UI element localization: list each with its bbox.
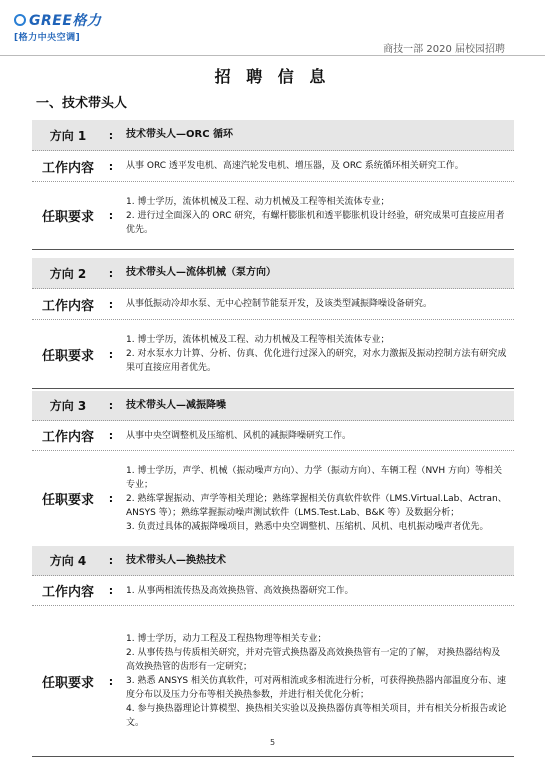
direction-1-block [32,120,514,250]
requirements-row [32,606,514,757]
requirements-row [32,320,514,389]
direction-3-block [32,391,514,547]
page-number: 5 [269,738,276,747]
work-content-label: 工作内容 [41,585,94,600]
work-content-label: 工作内容 [41,160,94,176]
work-content-label: 工作内容 [41,298,94,314]
work-content-row [32,421,514,451]
colon: : [108,297,114,311]
direction-label: 方向 3 [49,399,87,413]
direction-title: 技术带头人—减振降噪 [126,399,226,411]
requirements-label: 任职要求 [41,210,94,225]
work-content-row [32,151,514,182]
colon: : [108,399,114,412]
direction-header-row [32,391,514,421]
page-title: 招 聘 信 息 [214,67,331,86]
header-department: 商技一部 2020 届校园招聘 [383,44,505,55]
requirements-list [118,195,514,237]
direction-2-block [32,258,514,389]
work-content-label: 工作内容 [41,430,94,445]
work-content-row [32,576,514,606]
direction-4-block [32,546,514,757]
colon: : [108,128,114,142]
logo-wordmark: GREE格力 [29,12,102,29]
colon: : [108,492,114,505]
colon: : [108,674,114,688]
colon: : [108,159,114,173]
requirements-list [118,333,514,375]
colon: : [108,266,114,280]
requirement-item: 2. 熟练掌握振动、声学等相关理论；熟练掌握相关仿真软件软件（LMS.Virtual.Lab、Actran、ANSYS 等）；熟练掌握振动噪声测试软件（LMS.Test.Lab、B&K 等）及数据分析； [126,493,507,518]
requirement-item: 4. 参与换热器理论计算模型、换热相关实验以及换热器仿真等相关项目，并有相关分析报告或论文。 [126,704,507,728]
requirement-item: 1. 博士学历，流体机械及工程、动力机械及工程等相关流体专业； [126,335,390,345]
requirements-label: 任职要求 [41,348,94,364]
requirements-label: 任职要求 [41,675,94,691]
work-content-text: 1. 从事两相流传热及高效换热管、高效换热器研究工作。 [126,585,354,596]
section-heading: 一、技术带头人 [36,96,128,111]
requirement-item: 2. 进行过全面深入的 ORC 研究，有螺杆膨胀机和透平膨胀机设计经验，研究成果可直接应用者优先。 [126,210,505,235]
colon: : [108,209,114,222]
requirement-item: 1. 博士学历，动力工程及工程热物理等相关专业； [126,634,327,644]
requirements-label: 任职要求 [41,493,94,508]
work-content-text: 从事 ORC 透平发电机、高速汽轮发电机、增压器，及 ORC 系统循环相关研究工作。 [126,161,464,171]
colon: : [108,584,114,597]
requirements-row [32,182,514,250]
direction-header-row [32,258,514,289]
requirement-item: 1. 博士学历，流体机械及工程、动力机械及工程等相关流体专业； [126,196,390,207]
work-content-row [32,289,514,320]
requirement-item: 2. 对水泵水力计算、分析、仿真、优化进行过深入的研究，对水力激振及振动控制方法有研究成果可直接应用者优先。 [126,349,507,373]
direction-header-row [32,546,514,576]
colon: : [108,554,114,567]
direction-label: 方向 1 [49,128,87,143]
colon: : [108,347,114,361]
direction-title: 技术带头人—换热技术 [126,554,226,566]
requirement-item: 3. 熟悉 ANSYS 相关仿真软件，可对两相流或多相流进行分析，可获得换热器内部温度分布、速度分布以及压力分布等相关换热参数，并进行相关优化分析； [126,676,506,700]
direction-title: 技术带头人—ORC 循环 [126,129,234,140]
work-content-text: 从事中央空调整机及压缩机、风机的减振降噪研究工作。 [126,430,352,441]
direction-title: 技术带头人—流体机械（泵方向） [126,267,276,278]
work-content-text: 从事低振动冷却水泵、无中心控制节能泵开发，及该类型减振降噪设备研究。 [126,299,433,309]
requirements-row [32,451,514,547]
direction-header-row [32,120,514,151]
direction-label: 方向 2 [49,266,87,281]
header-divider [0,55,545,56]
logo-subtitle: [格力中央空调] [14,33,81,43]
colon: : [108,429,114,442]
page-header [0,0,545,60]
requirements-list [118,464,514,534]
requirements-list [118,632,514,730]
direction-label: 方向 4 [49,554,87,568]
requirement-item: 3. 负责过具体的减振降噪项目，熟悉中央空调整机、压缩机、风机、电机振动噪声者优先。 [126,521,489,532]
requirement-item: 2. 从事传热与传质相关研究，并对壳管式换热器及高效换热管有一定的了解， 对换热器结构及高效换热管的齿形有一定研究； [126,648,501,672]
logo-mark-icon [14,14,26,26]
gree-logo [14,11,104,45]
requirement-item: 1. 博士学历，声学、机械（振动噪声方向）、力学（振动方向）、车辆工程（NVH 方向）等相关专业； [126,465,502,490]
